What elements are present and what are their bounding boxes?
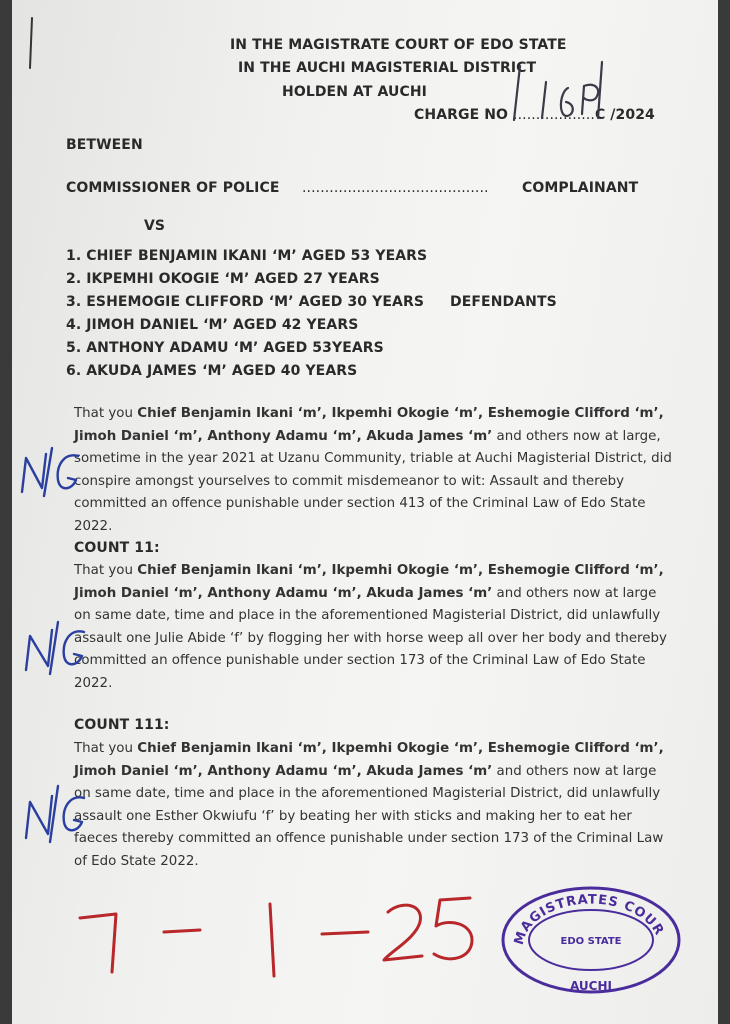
defendant-item: 3. ESHEMOGIE CLIFFORD ‘M’ AGED 30 YEARS — [66, 294, 425, 310]
defendants-role: DEFENDANTS — [450, 294, 557, 310]
count-3-paragraph: That you Chief Benjamin Ikani ‘m’, Ikpemhi Okogie ‘m’, Eshemogie Clifford ‘m’, Jimoh Daniel ‘m’, Anthony Adamu ‘m’, Akuda James ‘m’ and others now at large on same date, time and place in the aforementioned Magisterial District, did unlawfully assault one Esther Okwiufu ‘f’ by beating her with sticks and making her to eat her faeces thereby committed an offence punishable under section 173 of the Criminal Law of Edo State 2022. — [74, 741, 664, 869]
between-label: BETWEEN — [66, 137, 143, 153]
document-page — [12, 0, 718, 1024]
stamp-top-text: MAGISTRATES COUR — [511, 892, 667, 947]
count-1-paragraph: That you Chief Benjamin Ikani ‘m’, Ikpemhi Okogie ‘m’, Eshemogie Clifford ‘m’, Jimoh Daniel ‘m’, Anthony Adamu ‘m’, Akuda James ‘m’ and others now at large, sometime in the year 2021 at Uzanu Community, triable at Auchi Magisterial District, did conspire amongst yourselves to commit misdemeanor to wit: Assault and thereby committed an offence punishable under section 413 of the Criminal Law of Edo State 2022. — [74, 406, 672, 534]
handwritten-date — [72, 890, 492, 994]
charge-dots: .................. — [513, 107, 595, 123]
accused-names: Chief Benjamin Ikani ‘m’, Ikpemhi Okogie ‘m’, Eshemogie Clifford ‘m’, Jimoh Daniel ‘m’, Anthony Adamu ‘m’, Akuda James ‘m’ — [74, 406, 664, 444]
court-stamp — [496, 880, 686, 1004]
count-2-paragraph: That you Chief Benjamin Ikani ‘m’, Ikpemhi Okogie ‘m’, Eshemogie Clifford ‘m’, Jimoh Daniel ‘m’, Anthony Adamu ‘m’, Akuda James ‘m’ and others now at large on same date, time and place in the aforementioned Magisterial District, did unlawfully assault one Julie Abide ‘f’ by flogging her with horse weep all over her body and thereby committed an offence punishable under section 173 of the Criminal Law of Edo State 2022. — [74, 563, 667, 691]
defendant-item: 2. IKPEMHI OKOGIE ‘M’ AGED 27 YEARS — [66, 271, 380, 287]
defendant-item: 4. JIMOH DANIEL ‘M’ AGED 42 YEARS — [66, 317, 359, 333]
versus-label: VS — [144, 218, 166, 234]
margin-pen-mark — [22, 14, 42, 78]
accused-names: Chief Benjamin Ikani ‘m’, Ikpemhi Okogie ‘m’, Eshemogie Clifford ‘m’, Jimoh Daniel ‘m’, Anthony Adamu ‘m’, Akuda James ‘m’ — [74, 741, 664, 779]
stamp-middle-text: EDO STATE — [560, 936, 622, 947]
margin-note-count-3 — [20, 782, 90, 850]
complainant-name: COMMISSIONER OF POLICE — [66, 180, 280, 196]
handwritten-charge-number — [506, 58, 646, 132]
court-title-line2: IN THE AUCHI MAGISTERIAL DISTRICT — [238, 60, 537, 76]
court-title-line1: IN THE MAGISTRATE COURT OF EDO STATE — [230, 37, 567, 53]
accused-names: Chief Benjamin Ikani ‘m’, Ikpemhi Okogie ‘m’, Eshemogie Clifford ‘m’, Jimoh Daniel ‘m’, Anthony Adamu ‘m’, Akuda James ‘m’ — [74, 563, 664, 601]
stamp-bottom-text: AUCHI — [570, 979, 612, 993]
count-3-heading: COUNT 111: — [74, 717, 170, 733]
margin-note-count-2 — [20, 618, 90, 682]
complainant-dots: ......................................... — [302, 180, 489, 196]
charge-suffix: C /2024 — [594, 107, 655, 123]
defendant-item: 1. CHIEF BENJAMIN IKANI ‘M’ AGED 53 YEARS — [66, 248, 428, 264]
margin-note-count-1 — [16, 444, 86, 504]
count-2-heading: COUNT 11: — [74, 540, 160, 556]
charge-prefix: CHARGE NO — [414, 107, 509, 123]
defendant-item: 5. ANTHONY ADAMU ‘M’ AGED 53YEARS — [66, 340, 384, 356]
court-title-line3: HOLDEN AT AUCHI — [282, 84, 427, 100]
defendant-item: 6. AKUDA JAMES ‘M’ AGED 40 YEARS — [66, 363, 358, 379]
complainant-role: COMPLAINANT — [522, 180, 639, 196]
